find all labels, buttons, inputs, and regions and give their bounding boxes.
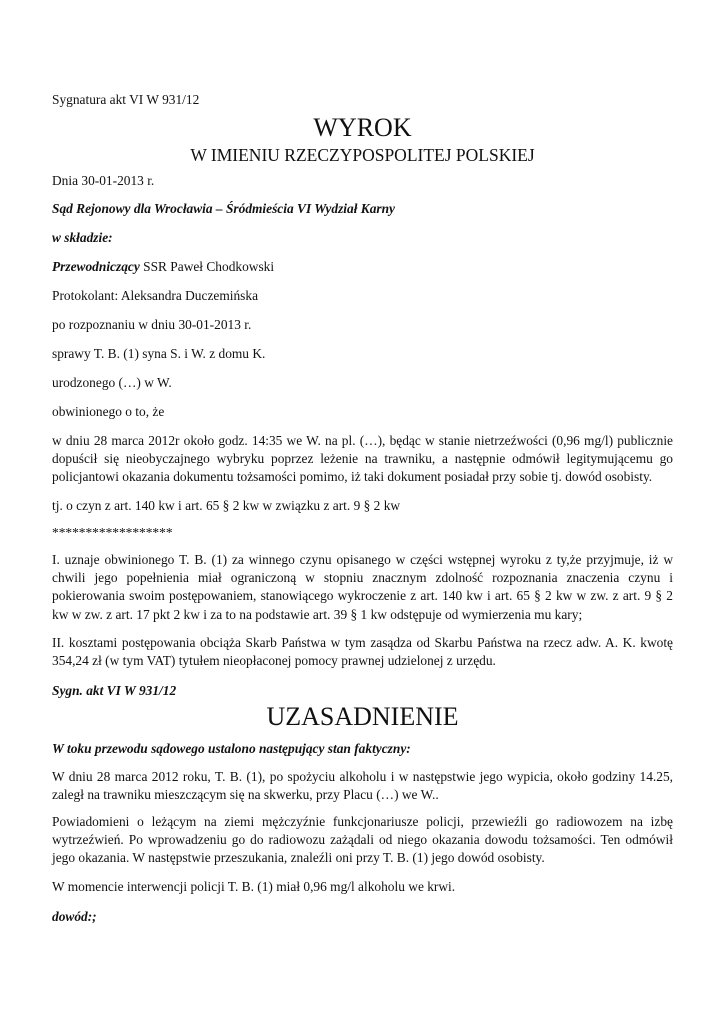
chair-line [52,258,274,275]
case-signature: Sygnatura akt VI W 931/12 [52,92,200,107]
court-name: Sąd Rejonowy dla Wrocławia – Śródmieścia VI Wydział Karny [52,201,395,216]
facts-paragraph-3: W momencie interwencji policji T. B. (1) miał 0,96 mg/l alkoholu we krwi. [52,879,456,894]
birth-line: urodzonego (…) w W. [52,375,172,390]
case-parties: sprawy T. B. (1) syna S. i W. z domu K. [52,346,266,361]
facts-paragraph-2: Powiadomieni o leżącym na ziemi mężczyźnie funkcjonariusze policji, przewieźli go radiowozem na izbę wytrzeźwień. Po wprowadzeniu go do radiowozu zażądali od niego okazania dowodu tożsamości. Ten odmówił jego okazania. W następstwie przeszukania, znaleźli oni przy T. B. (1) jego dowód osobisty. [52,814,673,866]
articles-line: tj. o czyn z art. 140 kw i art. 65 § 2 kw w związku z art. 9 § 2 kw [52,498,401,513]
verdict-title: WYROK [313,113,412,142]
hearing-line: po rozpoznaniu w dniu 30-01-2013 r. [52,317,252,332]
chair-label: Przewodniczący [52,259,140,274]
composition-label: w składzie: [52,230,113,245]
separator-line: ****************** [52,525,173,540]
chair-name: SSR Paweł Chodkowski [139,259,275,274]
charge-paragraph: w dniu 28 marca 2012r około godz. 14:35 we W. na pl. (…), będąc w stanie nietrzeźwości (0,96 mg/l) publicznie dopuścił się nieobyczajnego wybryku poprzez leżenie na trawniku, a następnie odmówił legitymującemu go policjantowi okazania dokumentu tożsamości pomimo, iż taki dokument posiadał przy sobie tj. dowód osobisty. [52,433,673,485]
verdict-subtitle: W IMIENIU RZECZYPOSPOLITEJ POLSKIEJ [190,145,535,165]
justification-title: UZASADNIENIE [266,702,459,731]
verdict-date: Dnia 30-01-2013 r. [52,173,155,188]
clerk-line: Protokolant: Aleksandra Duczemińska [52,288,259,303]
verdict-point-1: I. uznaje obwinionego T. B. (1) za winnego czynu opisanego w części wstępnej wyroku z ty,że przyjmuje, iż w chwili jego popełnienia miał ograniczoną w stopniu znacznym zdolność rozpoznania znaczenia czynu i pokierowania swoim postępowaniem, stanowiącego wykroczenie z art. 140 kw i art. 65 § 2 kw w zw. z art. 9 § 2 kw w zw. z art. 17 pkt 2 kw i za to na podstawie art. 39 § 1 kw odstępuje od wymierzenia mu kary; [52,552,673,622]
accused-line: obwinionego o to, że [52,404,165,419]
facts-intro: W toku przewodu sądowego ustalono następujący stan faktyczny: [52,741,411,756]
facts-paragraph-1: W dniu 28 marca 2012 roku, T. B. (1), po spożyciu alkoholu i w następstwie jego wypicia, około godziny 14.25, zaległ na trawniku mieszczącym się na skwerku, przy Placu (…) we W.. [52,769,673,803]
justification-signature: Sygn. akt VI W 931/12 [52,683,177,698]
verdict-point-2: II. kosztami postępowania obciąża Skarb Państwa w tym zasądza od Skarbu Państwa na rzecz adw. A. K. kwotę 354,24 zł (w tym VAT) tytułem nieopłaconej pomocy prawnej udzielonej z urzędu. [52,635,673,669]
evidence-label: dowód:; [52,909,97,924]
